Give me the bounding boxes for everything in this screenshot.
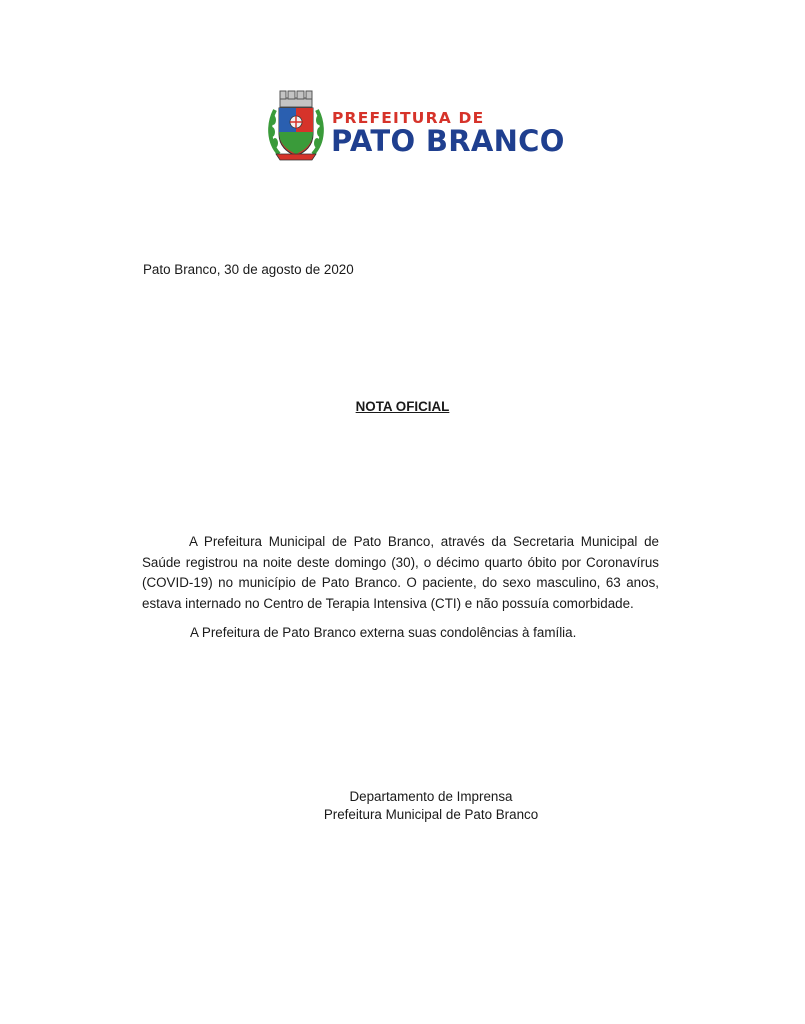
logo-title-top: PREFEITURA DE xyxy=(332,109,485,127)
municipal-coat-of-arms-icon xyxy=(266,86,326,164)
prefeitura-logo xyxy=(266,86,565,164)
signature-institution: Prefeitura Municipal de Pato Branco xyxy=(323,807,539,822)
signature-department: Departamento de Imprensa xyxy=(349,789,513,804)
document-title: NOTA OFICIAL xyxy=(355,399,450,414)
body-paragraph-2: A Prefeitura de Pato Branco externa suas condolências à família. xyxy=(190,625,577,640)
document-date: Pato Branco, 30 de agosto de 2020 xyxy=(143,262,354,277)
body-paragraph-1: A Prefeitura Municipal de Pato Branco, através da Secretaria Municipal de Saúde registrou na noite deste domingo (30), o décimo quarto óbito por Coronavírus (COVID-19) no município de Pato Branco. O paciente, do sexo masculino, 63 anos, estava internado no Centro de Terapia Intensiva (CTI) e não possuía comorbidade. xyxy=(142,534,659,612)
logo-title-main: PATO BRANCO xyxy=(331,124,565,158)
